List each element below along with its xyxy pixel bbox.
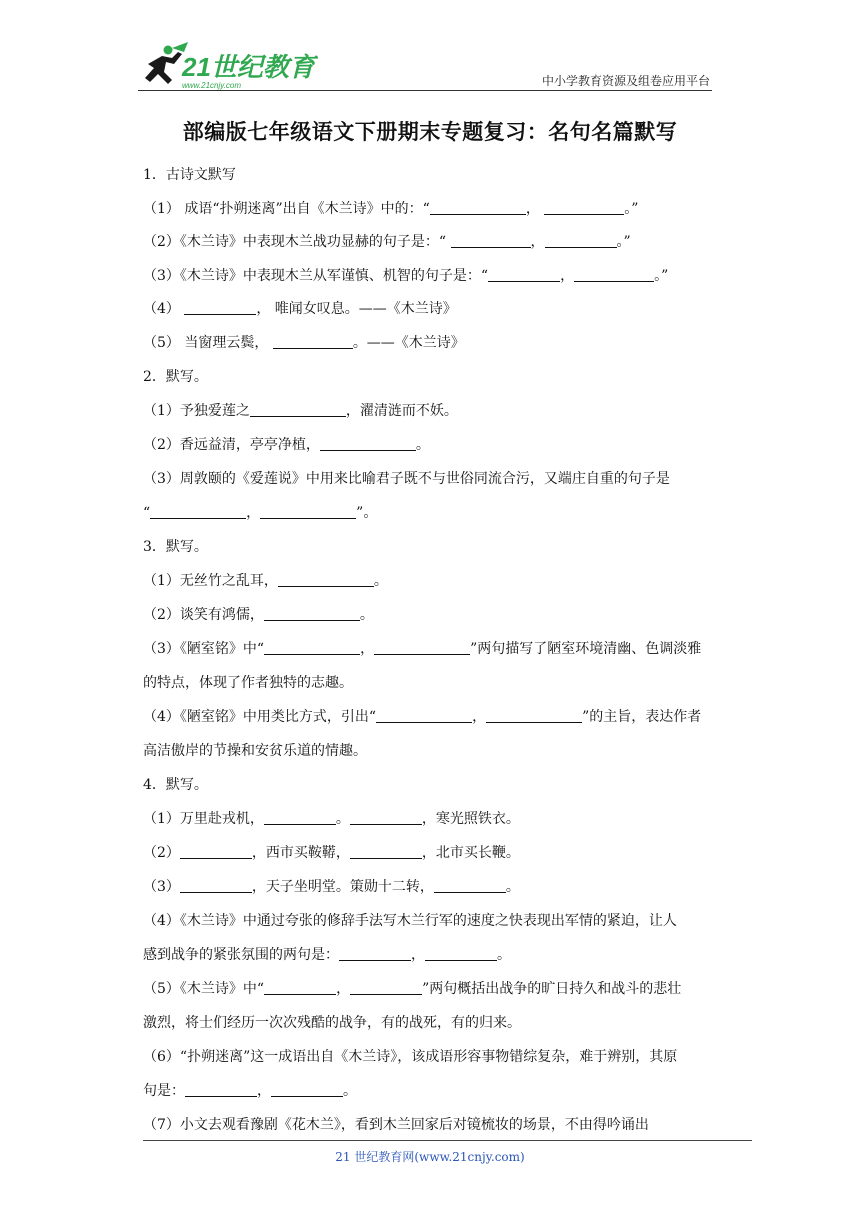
question-text: ，北市买长鞭。	[421, 845, 520, 861]
question-3-2	[143, 604, 374, 624]
question-text: （2）谈笑有鸿儒，	[143, 607, 264, 623]
question-text: ， 唯闻女叹息。——《木兰诗》	[256, 301, 457, 317]
question-text: （1） 成语“扑朔迷离”出自《木兰诗》中的：“	[143, 201, 430, 217]
question-4-6: （6）“扑朔迷离”这一成语出自《木兰诗》，该成语形容事物错综复杂，难于辨别，其原	[143, 1049, 678, 1065]
question-3-4-cont: 高洁傲岸的节操和安贫乐道的情趣。	[143, 743, 367, 759]
question-text: “	[143, 505, 151, 521]
question-text: 感到战争的紧张氛围的两句是：	[143, 947, 339, 963]
question-4-4: （4）《木兰诗》中通过夸张的修辞手法写木兰行军的速度之快表现出军情的紧迫，让人	[143, 913, 677, 929]
answer-blank[interactable]	[250, 402, 346, 417]
answer-blank[interactable]	[350, 980, 422, 995]
page-header	[138, 40, 712, 92]
question-text: （3）《陋室铭》中“	[143, 641, 265, 657]
question-text: 。”	[654, 268, 669, 284]
logo-url: www.21cnjy.com	[182, 81, 241, 90]
question-text: （4）	[143, 301, 185, 317]
answer-blank[interactable]	[451, 233, 531, 248]
question-text: 。”	[624, 201, 639, 217]
answer-blank[interactable]	[430, 200, 526, 215]
question-4-5	[143, 978, 681, 998]
platform-name: 中小学教育资源及组卷应用平台	[541, 74, 710, 88]
section-4-heading: 4．默写。	[143, 777, 208, 793]
answer-blank[interactable]	[260, 504, 356, 519]
question-text: （1）万里赴戎机，	[143, 811, 264, 827]
question-text: ，濯清涟而不妖。	[345, 403, 458, 419]
answer-blank[interactable]	[278, 572, 374, 587]
question-text: （2）	[143, 845, 180, 861]
section-2-heading: 2．默写。	[143, 369, 208, 385]
question-text: 。	[415, 437, 430, 453]
question-text: （1）无丝竹之乱耳，	[143, 573, 278, 589]
question-text: ，寒光照铁衣。	[421, 811, 520, 827]
answer-blank[interactable]	[350, 810, 422, 825]
question-3-3	[143, 638, 701, 658]
question-text: ”两句描写了陋室环境清幽、色调淡雅	[470, 641, 702, 657]
answer-blank[interactable]	[544, 200, 624, 215]
question-4-1	[143, 808, 520, 828]
answer-blank[interactable]	[425, 946, 497, 961]
question-3-4	[143, 706, 701, 726]
question-text: ，	[257, 1083, 271, 1099]
site-logo	[138, 42, 318, 92]
question-4-3	[143, 876, 520, 896]
answer-blank[interactable]	[271, 1082, 343, 1097]
section-1-heading: 1．古诗文默写	[143, 167, 236, 183]
question-3-1	[143, 570, 388, 590]
question-1-4	[143, 298, 457, 318]
question-3-3-cont: 的特点，体现了作者独特的志趣。	[143, 675, 353, 691]
answer-blank[interactable]	[486, 708, 582, 723]
answer-blank[interactable]	[545, 233, 617, 248]
section-3-heading: 3．默写。	[143, 539, 208, 555]
footer-divider	[143, 1140, 752, 1141]
question-text: （5） 当窗理云鬓，	[143, 335, 273, 351]
answer-blank[interactable]	[350, 844, 422, 859]
answer-blank[interactable]	[264, 640, 360, 655]
question-text: 。	[343, 1083, 357, 1099]
question-text: ，	[411, 947, 425, 963]
question-text: ，	[360, 641, 375, 657]
question-4-4-cont	[143, 944, 511, 964]
question-text: ，	[530, 234, 545, 250]
question-4-2	[143, 842, 520, 862]
question-2-2	[143, 434, 430, 454]
question-text: ，西市买鞍鞯，	[251, 845, 350, 861]
question-text: （2）《木兰诗》中表现木兰战功显赫的句子是：“	[143, 234, 451, 250]
question-text: ”。	[356, 505, 378, 521]
question-text: ，	[560, 268, 575, 284]
logo-text: 21世纪教育	[182, 52, 315, 82]
question-4-6-cont	[143, 1080, 357, 1100]
question-text: ，	[336, 981, 351, 997]
question-text: （1）予独爱莲之	[143, 403, 250, 419]
answer-blank[interactable]	[185, 1082, 257, 1097]
answer-blank[interactable]	[150, 504, 246, 519]
question-text: 。	[505, 879, 520, 895]
question-text: ，天子坐明堂。策勋十二转，	[251, 879, 434, 895]
answer-blank[interactable]	[574, 267, 654, 282]
question-text: ，	[246, 505, 261, 521]
question-1-1	[143, 198, 638, 218]
answer-blank[interactable]	[488, 267, 560, 282]
question-4-5-cont: 激烈，将士们经历一次次残酷的战争，有的战死，有的归来。	[143, 1015, 521, 1031]
answer-blank[interactable]	[184, 300, 256, 315]
answer-blank[interactable]	[374, 640, 470, 655]
answer-blank[interactable]	[180, 844, 252, 859]
question-1-5	[143, 332, 465, 352]
answer-blank[interactable]	[264, 606, 360, 621]
question-1-3	[143, 265, 668, 285]
question-2-3-cont	[143, 502, 377, 522]
question-1-2	[143, 231, 631, 251]
question-4-7: （7）小文去观看豫剧《花木兰》，看到木兰回家后对镜梳妆的场景，不由得吟诵出	[143, 1117, 649, 1133]
header-divider	[138, 90, 712, 91]
answer-blank[interactable]	[434, 878, 506, 893]
answer-blank[interactable]	[339, 946, 411, 961]
answer-blank[interactable]	[264, 810, 336, 825]
question-text: 。”	[616, 234, 631, 250]
question-text: （3）	[143, 879, 180, 895]
answer-blank[interactable]	[180, 878, 252, 893]
question-text: 。	[359, 607, 374, 623]
question-text: ”的主旨，表达作者	[582, 709, 702, 725]
answer-blank[interactable]	[273, 334, 353, 349]
question-text: ”两句概括出战争的旷日持久和战斗的悲壮	[422, 981, 682, 997]
question-text: 。	[497, 947, 511, 963]
question-text: ，	[472, 709, 487, 725]
question-2-3: （3）周敦颐的《爱莲说》中用来比喻君子既不与世俗同流合污，又端庄自重的句子是	[143, 471, 670, 487]
question-text: （2）香远益清，亭亭净植，	[143, 437, 320, 453]
question-text: （3）《木兰诗》中表现木兰从军谨慎、机智的句子是：“	[143, 268, 489, 284]
question-text: 。	[373, 573, 388, 589]
answer-blank[interactable]	[264, 980, 336, 995]
question-text: ，	[525, 201, 545, 217]
question-text: 句是：	[143, 1083, 185, 1099]
question-text: （5）《木兰诗》中“	[143, 981, 265, 997]
question-text: （4）《陋室铭》中用类比方式，引出“	[143, 709, 377, 725]
page-title: 部编版七年级语文下册期末专题复习：名句名篇默写	[182, 119, 678, 144]
answer-blank[interactable]	[320, 436, 416, 451]
question-text: 。——《木兰诗》	[352, 335, 465, 351]
question-text: 。	[335, 811, 350, 827]
footer-source[interactable]: 21 世纪教育网(www.21cnjy.com)	[335, 1150, 525, 1164]
answer-blank[interactable]	[376, 708, 472, 723]
question-2-1	[143, 400, 458, 420]
